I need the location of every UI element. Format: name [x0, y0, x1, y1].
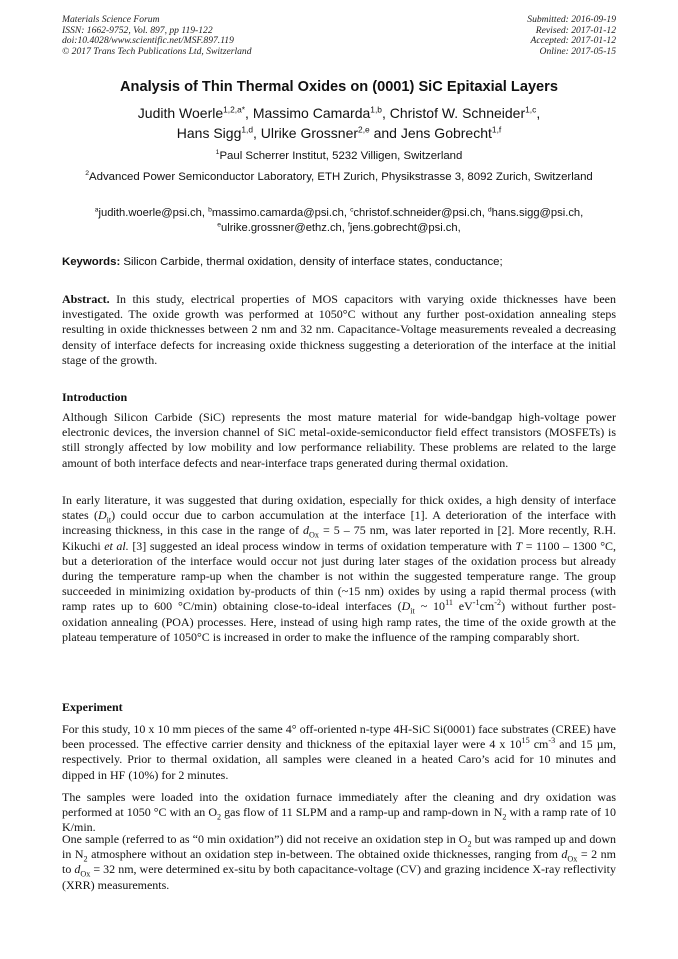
author-affiliation-marker: 1,d — [241, 124, 254, 135]
email-link[interactable]: judith.woerle@psi.ch — [98, 207, 202, 219]
email-marker: b — [208, 206, 212, 214]
journal-name: Materials Science Forum — [62, 14, 160, 25]
intro-paragraph-1: Although Silicon Carbide (SiC) represents the most mature material for wide-bandgap high-voltage power electronic devices, the inversion channel of SiC metal-oxide-semiconductor field effect transistors (MOSFETs) is still strongly affected by low mobility and low performance reliability. These problems are related to the large amount of both interface defects and near-interface traps generated during thermal oxidation. — [62, 410, 616, 470]
experiment-heading: Experiment — [62, 700, 123, 714]
affiliation-marker: 1 — [215, 149, 220, 157]
author-name: Ulrike Grossner — [260, 125, 359, 141]
author-name: Massimo Camarda — [252, 105, 371, 121]
authors-conjunction: and — [373, 125, 397, 141]
keywords — [62, 255, 622, 270]
author-affiliation-marker: 1,f — [491, 124, 502, 135]
introduction-heading: Introduction — [62, 390, 128, 404]
email-link[interactable]: hans.sigg@psi.ch — [491, 207, 581, 219]
intro-paragraph-2: In early literature, it was suggested that during oxidation, especially for thick oxides, a high density of interface states $(D_{it})$ could occur due to carbon accumulation at the interface [1]. A deterioration of the interface with increasing thickness, in this case in the range of $d_{Ox} = 5 - 75$ nm, was later reported in [2]. More recently, R.H. Kikuchi et al. [3] suggested an ideal process window in terms of oxidation temperature with T = 1100 – 1300 °C, but a deterioration of the interface would occur not just during later stages of the oxidation process but already during the temperature ramp-up when the chamber is not within the suggested temperature range. The group succeeded in minimizing oxidation by-products of thin (~15 nm) oxides by using a rapid thermal process (with ramp rates up to 600 °C/min) obtaining close-to-ideal interfaces ($D_{it}$ ~ $10^{11}$ $eV^{-1}cm^{-2}$) without further post-oxidation annealing (POA) processes. Here, instead of using high ramp rates, the time of the oxide growth at the plateau temperature of 1050°C is increased in order to make the influence of the ramping comparably short. — [62, 493, 616, 644]
email-marker: a — [94, 206, 99, 214]
affiliation-1 — [60, 149, 618, 164]
dates-info — [527, 15, 616, 57]
journal-info — [62, 15, 252, 57]
abstract-label: Abstract. — [62, 292, 110, 306]
doi-line[interactable]: doi:10.4028/www.scientific.net/MSF.897.119 — [62, 35, 234, 47]
email-marker: d — [487, 206, 492, 214]
email-link[interactable]: christof.schneider@psi.ch — [353, 207, 482, 219]
email-link[interactable]: jens.gobrecht@psi.ch — [349, 222, 458, 234]
abstract-text: In this study, electrical properties of MOS capacitors with varying oxide thicknesses have been investigated. The oxide growth was performed at 1050°C without any further post-oxidation annealing steps resulting in oxide thicknesses between 2 nm and 32 nm. Capacitance-Voltage measurements revealed a decreasing density of interface defects for increasing oxide thickness suggesting a deterioration of the interface at the initial stage of the growth. — [62, 292, 617, 367]
experiment-paragraph-1: For this study, 10 x 10 mm pieces of the same 4° off-oriented n-type 4H-SiC Si(0001) face substrates (CREE) have been processed. The effective carrier density and thickness of the epitaxial layer were 4 x $10^{15}$ $cm^{-3}$ and 15 µm, respectively. Prior to thermal oxidation, all samples were cleaned in a heated Caro’s acid for 10 minutes and dipped in HF (10%) for 2 minutes. — [62, 722, 617, 782]
keywords-label: Keywords: — [62, 256, 121, 268]
accepted-date: Accepted: 2017-01-12 — [530, 35, 616, 47]
author-affiliation-marker: 1,b — [370, 104, 382, 115]
issn-line: ISSN: 1662-9752, Vol. 897, pp 119-122 — [62, 24, 213, 36]
author-name: Hans Sigg — [176, 125, 242, 141]
experiment-paragraph-3: One sample (referred to as “0 min oxidation”) did not receive an oxidation step in $O_2$ but was ramped up and down in $N_2$ atmosphere without an oxidation step in-between. The obtained oxide thicknesses, ranging from $d_{Ox} = 2$ nm to $d_{Ox} = 32$ nm, were determined ex-situ by both capacitance-voltage (CV) and grazing incidence X-ray reflectivity (XRR) measurements. — [62, 832, 616, 892]
revised-date: Revised: 2017-01-12 — [535, 24, 616, 36]
paper-title: Analysis of Thin Thermal Oxides on (0001) SiC Epitaxial Layers — [120, 79, 558, 95]
affiliation-text: Paul Scherrer Institut, 5232 Villigen, Switzerland — [219, 150, 463, 162]
affiliation-marker: 2 — [85, 170, 90, 178]
author-name: Christof W. Schneider — [389, 105, 526, 121]
affiliation-2 — [60, 170, 618, 185]
email-link[interactable]: ulrike.grossner@ethz.ch — [220, 222, 342, 234]
author-affiliation-marker: 1,c — [525, 104, 537, 115]
online-date: Online: 2017-05-15 — [539, 45, 616, 57]
email-marker: f — [348, 221, 350, 229]
author-name: Jens Gobrecht — [400, 125, 492, 141]
keywords-text: Silicon Carbide, thermal oxidation, density of interface states, conductance; — [123, 256, 503, 268]
author-affiliation-marker: 1,2,a* — [223, 104, 246, 115]
author-affiliation-marker: 2,e — [358, 124, 370, 135]
author-name: Judith Woerle — [137, 105, 224, 121]
submitted-date: Submitted: 2016-09-19 — [527, 14, 616, 25]
copyright-line: © 2017 Trans Tech Publications Ltd, Switzerland — [62, 45, 252, 57]
email-marker: e — [217, 221, 221, 229]
email-link[interactable]: massimo.camarda@psi.ch — [211, 207, 344, 219]
affiliation-text: Advanced Power Semiconductor Laboratory, ETH Zurich, Physikstrasse 3, 8092 Zurich, Switzerland — [89, 171, 593, 183]
email-marker: c — [350, 206, 354, 214]
email-list: $^a$judith.woerle@psi.ch, $^b$massimo.camarda@psi.ch, $^c$christof.schneider@psi.ch, $^d$hans.sigg@psi.ch, $^e$ulrike.grossner@ethz.ch, $^f$jens.gobrecht@psi.ch, — [94, 206, 584, 234]
experiment-paragraph-2: The samples were loaded into the oxidation furnace immediately after the cleaning and dry oxidation was performed at 1050 °C with an $O_2$ gas flow of 11 SLPM and a ramp-up and ramp-down in $N_2$ with a ramp rate of 10 K/min. — [62, 790, 616, 835]
abstract — [62, 292, 616, 368]
author-list: Judith Woerle$^{1,2,a*}$, Massimo Camarda$^{1,b}$, Christof W. Schneider$^{1,c}$, Hans Sigg$^{1,d}$, Ulrike Grossner$^{2,e}$ and Jens Gobrecht$^{1,f}$ — [137, 104, 541, 141]
